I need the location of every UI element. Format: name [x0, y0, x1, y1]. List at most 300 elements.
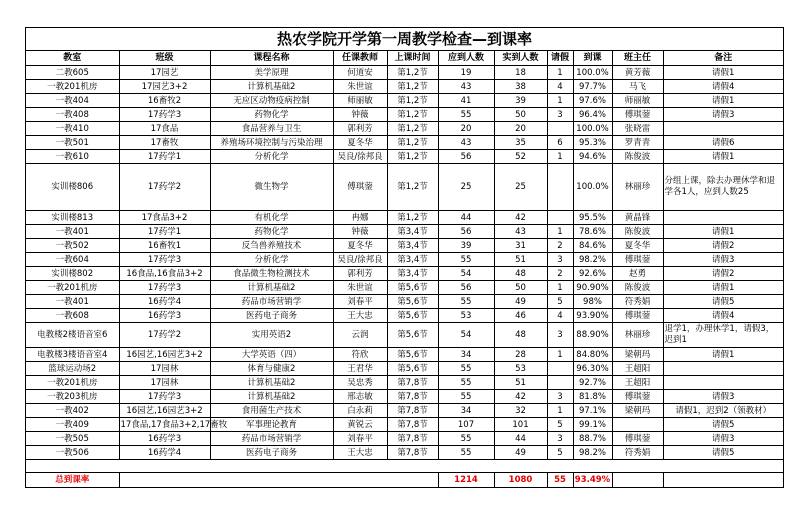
cell-actual: 42: [494, 211, 547, 225]
table-row: [26, 150, 783, 164]
cell-classroom: 电教楼3楼语音室4: [26, 348, 119, 362]
cell-head-teacher: 罗青青: [612, 136, 663, 150]
table-row: [26, 390, 783, 404]
table-row: [26, 309, 783, 323]
cell-leave: 1: [547, 225, 573, 239]
cell-course: 药物化学: [210, 225, 333, 239]
sheet-title: 热农学院开学第一周教学检查—到课率: [26, 28, 783, 51]
cell-head-teacher: 林丽珍: [612, 323, 663, 348]
cell-expected: 55: [438, 295, 494, 309]
table-row: [26, 66, 783, 80]
cell-remarks: 请假5: [663, 446, 783, 460]
cell-rate: 84.6%: [573, 239, 612, 253]
cell-teacher: 冉娜: [333, 211, 387, 225]
cell-expected: 56: [438, 150, 494, 164]
cell-class: 17药学3: [119, 281, 210, 295]
cell-classroom: 一教203机房: [26, 390, 119, 404]
table-row: [26, 348, 783, 362]
total-empty-2: [612, 473, 663, 488]
cell-expected: 43: [438, 80, 494, 94]
cell-head-teacher: 梁朝玛: [612, 348, 663, 362]
cell-teacher: 吴良/徐邦良: [333, 150, 387, 164]
cell-actual: 50: [494, 281, 547, 295]
cell-rate: 95.5%: [573, 211, 612, 225]
total-row: [26, 473, 783, 488]
table-row: [26, 108, 783, 122]
cell-course: 无应区动物疫病控制: [210, 94, 333, 108]
cell-teacher: 吴良/徐邦良: [333, 253, 387, 267]
cell-time: 第5,6节: [387, 309, 438, 323]
cell-rate: 81.8%: [573, 390, 612, 404]
cell-class: 17药学3: [119, 108, 210, 122]
cell-leave: 3: [547, 432, 573, 446]
cell-rate: 100.0%: [573, 164, 612, 211]
spacer-row: [26, 460, 783, 473]
cell-course: 大学英语（四）: [210, 348, 333, 362]
header-head-teacher: 班主任: [612, 51, 663, 66]
cell-rate: 92.6%: [573, 267, 612, 281]
cell-course: 食品营养与卫生: [210, 122, 333, 136]
cell-time: 第3,4节: [387, 267, 438, 281]
cell-leave: 1: [547, 281, 573, 295]
cell-rate: 98.2%: [573, 446, 612, 460]
table-row: [26, 376, 783, 390]
cell-leave: [547, 362, 573, 376]
cell-expected: 41: [438, 94, 494, 108]
cell-time: 第1,2节: [387, 108, 438, 122]
cell-remarks: 请假2: [663, 239, 783, 253]
cell-expected: 55: [438, 108, 494, 122]
cell-remarks: 请假5: [663, 295, 783, 309]
cell-expected: 19: [438, 66, 494, 80]
cell-teacher: 王大忠: [333, 446, 387, 460]
cell-actual: 35: [494, 136, 547, 150]
cell-remarks: 请假5: [663, 418, 783, 432]
cell-classroom: 一教402: [26, 404, 119, 418]
cell-rate: 94.6%: [573, 150, 612, 164]
header-teacher: 任课教师: [333, 51, 387, 66]
cell-expected: 20: [438, 122, 494, 136]
cell-course: 反刍兽养殖技术: [210, 239, 333, 253]
cell-leave: [547, 376, 573, 390]
cell-leave: 3: [547, 390, 573, 404]
cell-teacher: 王大忠: [333, 309, 387, 323]
cell-class: 16药学4: [119, 295, 210, 309]
cell-time: 第5,6节: [387, 323, 438, 348]
cell-expected: 55: [438, 376, 494, 390]
cell-classroom: 一教201机房: [26, 281, 119, 295]
cell-actual: 20: [494, 122, 547, 136]
cell-classroom: 一教502: [26, 239, 119, 253]
cell-classroom: 一教404: [26, 94, 119, 108]
cell-actual: 42: [494, 390, 547, 404]
cell-actual: 18: [494, 66, 547, 80]
cell-expected: 44: [438, 211, 494, 225]
cell-class: 17食品,17食品3+2,17畜牧: [120, 419, 228, 430]
cell-course: 体育与健康2: [210, 362, 333, 376]
cell-class: 17药学3: [119, 390, 210, 404]
cell-course: 药品市场营销学: [210, 432, 333, 446]
cell-expected: 107: [438, 418, 494, 432]
attendance-table: [26, 51, 783, 487]
cell-remarks: 分组上课，除去办理休学和退学各1人，应到人数25: [663, 164, 783, 211]
total-expected: 1214: [438, 473, 494, 488]
cell-teacher: 夏冬华: [333, 239, 387, 253]
cell-actual: 52: [494, 150, 547, 164]
cell-leave: 2: [547, 239, 573, 253]
cell-time: 第1,2节: [387, 94, 438, 108]
cell-leave: 4: [547, 80, 573, 94]
cell-leave: 3: [547, 323, 573, 348]
cell-head-teacher: 傅琪蓥: [612, 108, 663, 122]
cell-teacher: 刘春平: [333, 295, 387, 309]
cell-head-teacher: 傅琪蓥: [612, 309, 663, 323]
cell-remarks: [663, 122, 783, 136]
cell-class: 17药学3: [119, 253, 210, 267]
cell-teacher: 郭利芳: [333, 267, 387, 281]
cell-actual: 48: [494, 323, 547, 348]
cell-time: 第1,2节: [387, 80, 438, 94]
cell-expected: 54: [438, 267, 494, 281]
cell-teacher: 白永莉: [333, 404, 387, 418]
cell-course: 分析化学: [210, 150, 333, 164]
cell-head-teacher: 符秀娟: [612, 295, 663, 309]
cell-leave: 3: [547, 108, 573, 122]
cell-course: 医药电子商务: [210, 309, 333, 323]
total-label: 总到课率: [26, 473, 119, 488]
cell-head-teacher: 陈俊波: [612, 281, 663, 295]
cell-leave: 5: [547, 446, 573, 460]
cell-leave: [547, 122, 573, 136]
cell-classroom: 一教408: [26, 108, 119, 122]
cell-class: 17食品3+2: [119, 211, 210, 225]
cell-leave: [547, 211, 573, 225]
cell-actual: 53: [494, 362, 547, 376]
cell-course: 药品市场营销学: [210, 295, 333, 309]
cell-remarks: 请假3: [663, 253, 783, 267]
cell-head-teacher: 王超阳: [612, 376, 663, 390]
cell-teacher: 夏冬华: [333, 136, 387, 150]
cell-class: 16药学3: [119, 309, 210, 323]
cell-classroom: 一教201机房: [26, 376, 119, 390]
cell-classroom: 一教401: [26, 295, 119, 309]
cell-time: 第1,2节: [387, 164, 438, 211]
cell-rate: 84.80%: [573, 348, 612, 362]
cell-expected: 55: [438, 362, 494, 376]
spacer-cell: [26, 460, 783, 473]
cell-teacher: 师丽敏: [333, 94, 387, 108]
cell-actual: 32: [494, 404, 547, 418]
header-time: 上课时间: [387, 51, 438, 66]
cell-head-teacher: 林丽珍: [612, 164, 663, 211]
table-row: [26, 404, 783, 418]
cell-class: 16药学4: [119, 446, 210, 460]
header-actual: 实到人数: [494, 51, 547, 66]
cell-head-teacher: 傅琪蓥: [612, 432, 663, 446]
cell-actual: 28: [494, 348, 547, 362]
cell-teacher: 郭利芳: [333, 122, 387, 136]
cell-class: 17园林: [119, 376, 210, 390]
cell-course: 有机化学: [210, 211, 333, 225]
cell-head-teacher: 师丽敏: [612, 94, 663, 108]
total-empty: [119, 473, 438, 488]
cell-class: 16食品,16食品3+2: [119, 267, 210, 281]
cell-expected: 34: [438, 348, 494, 362]
table-row: [26, 323, 783, 348]
cell-teacher: 何道安: [333, 66, 387, 80]
cell-classroom: 一教410: [26, 122, 119, 136]
cell-teacher: 王君华: [333, 362, 387, 376]
cell-actual: 50: [494, 108, 547, 122]
cell-time: 第1,2节: [387, 150, 438, 164]
cell-rate: 100.0%: [573, 122, 612, 136]
cell-classroom: 一教501: [26, 136, 119, 150]
table-row: [26, 295, 783, 309]
cell-time: 第3,4节: [387, 225, 438, 239]
table-row: [26, 122, 783, 136]
cell-head-teacher: 赵勇: [612, 267, 663, 281]
cell-time: 第3,4节: [387, 239, 438, 253]
cell-actual: 46: [494, 309, 547, 323]
cell-remarks: 退学1，办理休学1，请假3，迟到1: [663, 323, 783, 348]
cell-time: 第7,8节: [387, 390, 438, 404]
cell-leave: 1: [547, 404, 573, 418]
cell-rate: 97.7%: [573, 80, 612, 94]
table-row: [26, 362, 783, 376]
cell-head-teacher: 张晓雷: [612, 122, 663, 136]
cell-rate: 97.6%: [573, 94, 612, 108]
table-row: [26, 432, 783, 446]
cell-rate: 95.3%: [573, 136, 612, 150]
cell-teacher: 钟薇: [333, 225, 387, 239]
cell-class: 16药学3: [119, 432, 210, 446]
cell-remarks: [663, 211, 783, 225]
header-remarks: 备注: [663, 51, 783, 66]
cell-course: 食品微生物检测技术: [210, 267, 333, 281]
cell-actual: 49: [494, 446, 547, 460]
cell-class: 16畜牧1: [119, 239, 210, 253]
cell-rate: 97.1%: [573, 404, 612, 418]
cell-actual: 49: [494, 295, 547, 309]
cell-teacher: 刘春平: [333, 432, 387, 446]
cell-teacher: 吴忠秀: [333, 376, 387, 390]
cell-time: 第5,6节: [387, 281, 438, 295]
cell-time: 第1,2节: [387, 66, 438, 80]
cell-remarks: 请假1: [663, 281, 783, 295]
cell-time: 第3,4节: [387, 253, 438, 267]
cell-leave: 5: [547, 418, 573, 432]
cell-head-teacher: 陈俊波: [612, 225, 663, 239]
cell-rate: 98%: [573, 295, 612, 309]
cell-rate: 88.90%: [573, 323, 612, 348]
cell-head-teacher: 陈俊波: [612, 150, 663, 164]
cell-rate: 90.90%: [573, 281, 612, 295]
cell-classroom: 一教610: [26, 150, 119, 164]
cell-remarks: 请假3: [663, 390, 783, 404]
header-leave: 请假: [547, 51, 573, 66]
cell-leave: [547, 164, 573, 211]
cell-classroom: 一教505: [26, 432, 119, 446]
cell-teacher: 钟薇: [333, 108, 387, 122]
cell-classroom: 篮球运动场2: [26, 362, 119, 376]
cell-classroom: 二教605: [26, 66, 119, 80]
cell-class: 16园艺,16园艺3+2: [119, 404, 210, 418]
cell-time: 第5,6节: [387, 348, 438, 362]
cell-actual: 43: [494, 225, 547, 239]
cell-head-teacher: 符秀娟: [612, 446, 663, 460]
cell-remarks: 请假4: [663, 309, 783, 323]
cell-expected: 55: [438, 253, 494, 267]
table-row: [26, 239, 783, 253]
cell-leave: 1: [547, 66, 573, 80]
cell-head-teacher: 王超阳: [612, 362, 663, 376]
cell-expected: 56: [438, 225, 494, 239]
cell-remarks: 请假1: [663, 66, 783, 80]
cell-classroom: 实训楼802: [26, 267, 119, 281]
cell-leave: 5: [547, 295, 573, 309]
cell-rate: 93.90%: [573, 309, 612, 323]
cell-classroom: 一教608: [26, 309, 119, 323]
cell-course: 分析化学: [210, 253, 333, 267]
cell-teacher: 朱世谊: [333, 80, 387, 94]
cell-course: 养殖场环境控制与污染治理: [210, 136, 333, 150]
cell-actual: 51: [494, 253, 547, 267]
cell-teacher: 邢志敏: [333, 390, 387, 404]
total-empty-3: [663, 473, 783, 488]
cell-expected: 53: [438, 309, 494, 323]
cell-expected: 56: [438, 281, 494, 295]
cell-leave: 4: [547, 309, 573, 323]
cell-time: 第7,8节: [387, 376, 438, 390]
cell-head-teacher: 夏冬华: [612, 239, 663, 253]
table-row: [26, 418, 783, 432]
cell-time: 第7,8节: [387, 404, 438, 418]
table-row: [26, 164, 783, 211]
cell-time: 第7,8节: [387, 432, 438, 446]
cell-expected: 43: [438, 136, 494, 150]
cell-rate: 78.6%: [573, 225, 612, 239]
cell-rate: 96.4%: [573, 108, 612, 122]
cell-time: 第5,6节: [387, 295, 438, 309]
cell-classroom: 一教506: [26, 446, 119, 460]
cell-course: 计算机基础2: [210, 281, 333, 295]
cell-head-teacher: 黄芳薇: [612, 66, 663, 80]
cell-rate: 99.1%: [573, 418, 612, 432]
cell-time: 第7,8节: [387, 418, 438, 432]
cell-actual: 39: [494, 94, 547, 108]
cell-time: 第1,2节: [387, 136, 438, 150]
header-course: 课程名称: [210, 51, 333, 66]
cell-classroom: 电教楼2楼语音室6: [26, 323, 119, 348]
table-row: [26, 136, 783, 150]
cell-course: 医药电子商务: [210, 446, 333, 460]
cell-leave: 6: [547, 136, 573, 150]
cell-time: 第7,8节: [387, 446, 438, 460]
cell-leave: 1: [547, 150, 573, 164]
attendance-sheet: [25, 27, 784, 488]
cell-course: 计算机基础2: [210, 376, 333, 390]
cell-leave: 1: [547, 348, 573, 362]
cell-actual: 25: [494, 164, 547, 211]
cell-course: 实用英语2: [210, 323, 333, 348]
cell-teacher: 黄锐云: [333, 418, 387, 432]
cell-actual: 48: [494, 267, 547, 281]
cell-actual: 51: [494, 376, 547, 390]
total-leave: 55: [547, 473, 573, 488]
cell-leave: 2: [547, 267, 573, 281]
cell-remarks: 请假3: [663, 108, 783, 122]
cell-time: 第5,6节: [387, 362, 438, 376]
cell-expected: 55: [438, 390, 494, 404]
table-row: [26, 94, 783, 108]
cell-class: 17药学1: [119, 150, 210, 164]
cell-expected: 25: [438, 164, 494, 211]
cell-teacher: 云润: [333, 323, 387, 348]
cell-time: 第1,2节: [387, 122, 438, 136]
cell-expected: 55: [438, 446, 494, 460]
cell-classroom: 一教201机房: [26, 80, 119, 94]
cell-course: 美学原理: [210, 66, 333, 80]
cell-expected: 55: [438, 432, 494, 446]
table-row: [26, 211, 783, 225]
cell-expected: 34: [438, 404, 494, 418]
cell-remarks: 请假2: [663, 267, 783, 281]
cell-rate: 96.30%: [573, 362, 612, 376]
cell-class: 17园林: [119, 362, 210, 376]
cell-time: 第1,2节: [387, 211, 438, 225]
cell-course: 计算机基础2: [210, 390, 333, 404]
cell-class: 17药学1: [119, 225, 210, 239]
cell-remarks: 请假1，迟到2（领教材）: [663, 404, 783, 418]
cell-classroom: 一教401: [26, 225, 119, 239]
cell-class: 17食品: [119, 122, 210, 136]
cell-teacher: 朱世谊: [333, 281, 387, 295]
cell-head-teacher: [612, 418, 663, 432]
cell-leave: 3: [547, 253, 573, 267]
table-row: [26, 446, 783, 460]
cell-course: 食用菌生产技术: [210, 404, 333, 418]
cell-remarks: 请假6: [663, 136, 783, 150]
cell-class: 16园艺,16园艺3+2: [119, 348, 210, 362]
cell-class: 17园艺3+2: [119, 80, 210, 94]
cell-actual: 38: [494, 80, 547, 94]
cell-classroom: 一教409: [26, 418, 119, 432]
cell-class: 17药学2: [119, 323, 210, 348]
cell-head-teacher: 梁朝玛: [612, 404, 663, 418]
cell-head-teacher: 黄晶锋: [612, 211, 663, 225]
cell-teacher: 傅琪蓥: [333, 164, 387, 211]
cell-rate: 88.7%: [573, 432, 612, 446]
cell-remarks: 请假3: [663, 432, 783, 446]
cell-classroom: 一教604: [26, 253, 119, 267]
cell-actual: 101: [494, 418, 547, 432]
cell-actual: 31: [494, 239, 547, 253]
cell-course: 药物化学: [210, 108, 333, 122]
cell-course: 微生物学: [210, 164, 333, 211]
cell-remarks: 请假4: [663, 80, 783, 94]
cell-expected: 54: [438, 323, 494, 348]
cell-course: 计算机基础2: [210, 80, 333, 94]
header-row: [26, 51, 783, 66]
table-row: [26, 253, 783, 267]
table-row: [26, 267, 783, 281]
header-expected: 应到人数: [438, 51, 494, 66]
cell-classroom: 实训楼806: [26, 164, 119, 211]
cell-class: 17药学2: [119, 164, 210, 211]
cell-class: 17园艺: [119, 66, 210, 80]
cell-classroom: 实训楼813: [26, 211, 119, 225]
cell-expected: 39: [438, 239, 494, 253]
